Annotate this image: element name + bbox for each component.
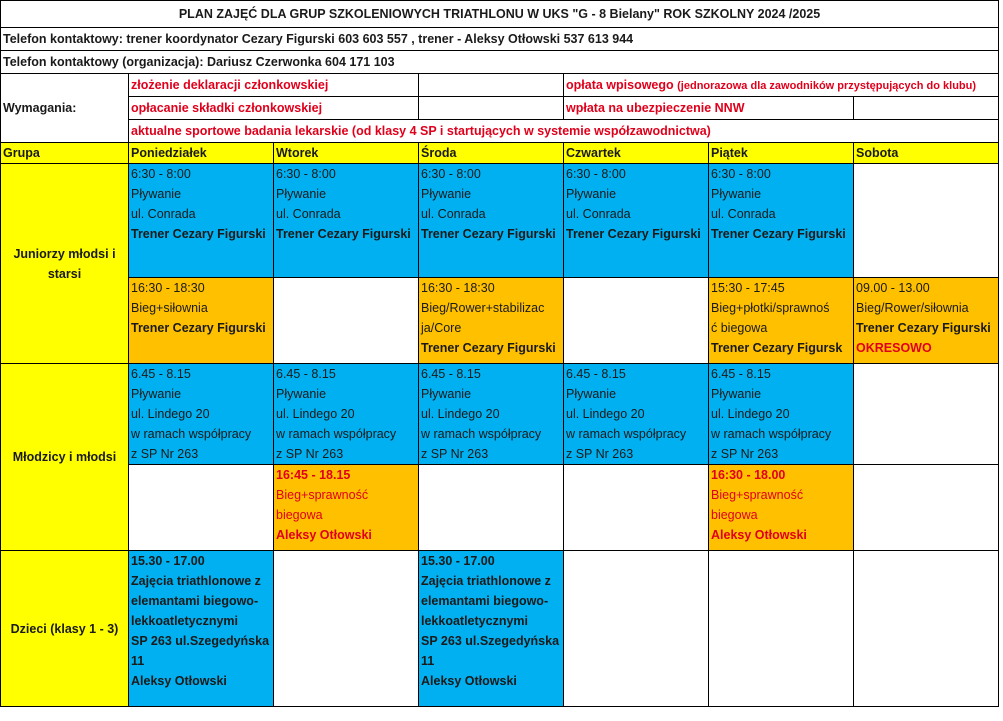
juniors-run-thursday-empty <box>564 278 709 364</box>
requirement-insurance: wpłata na ubezpieczenie NNW <box>564 97 854 120</box>
juniors-swim-friday: 6:30 - 8:00 Pływanie ul. Conrada Trener Cezary Figurski <box>709 164 854 278</box>
juniors-swim-tuesday: 6:30 - 8:00 Pływanie ul. Conrada Trener Cezary Figurski <box>274 164 419 278</box>
contact-line-1: Telefon kontaktowy: trener koordynator Cezary Figurski 603 603 557 , trener - Aleksy Otłowski 537 613 944 <box>1 28 999 51</box>
group-youth: Młodzicy i młodsi <box>1 364 129 551</box>
header-day-thursday: Czwartek <box>564 143 709 164</box>
youth-swim-friday: 6.45 - 8.15 Pływanie ul. Lindego 20 w ramach współpracy z SP Nr 263 <box>709 364 854 465</box>
requirement-declaration: złożenie deklaracji członkowskiej <box>129 74 419 97</box>
kids-wednesday: 15.30 - 17.00 Zajęcia triathlonowe z elemantami biegowo- lekkoatletycznymi SP 263 ul.Szegedyńska 11 Aleksy Otłowski <box>419 551 564 707</box>
requirements-label: Wymagania: <box>1 74 129 143</box>
header-day-tuesday: Wtorek <box>274 143 419 164</box>
header-day-saturday: Sobota <box>854 143 999 164</box>
youth-run-wednesday-empty <box>419 465 564 551</box>
kids-monday: 15.30 - 17.00 Zajęcia triathlonowe z elemantami biegowo- lekkoatletycznymi SP 263 ul.Szegedyńska 11 Aleksy Otłowski <box>129 551 274 707</box>
juniors-run-friday: 15:30 - 17:45 Bieg+płotki/sprawnoś ć biegowa Trener Cezary Figursk <box>709 278 854 364</box>
juniors-run-tuesday-empty <box>274 278 419 364</box>
juniors-swim-saturday-empty <box>854 164 999 278</box>
group-juniors: Juniorzy młodsi i starsi <box>1 164 129 364</box>
youth-swim-thursday: 6.45 - 8.15 Pływanie ul. Lindego 20 w ramach współpracy z SP Nr 263 <box>564 364 709 465</box>
contact-line-2: Telefon kontaktowy (organizacja): Dariusz Czerwonka 604 171 103 <box>1 51 999 74</box>
header-day-friday: Piątek <box>709 143 854 164</box>
header-day-monday: Poniedziałek <box>129 143 274 164</box>
juniors-run-wednesday: 16:30 - 18:30 Bieg/Rower+stabilizac ja/Core Trener Cezary Figurski <box>419 278 564 364</box>
kids-saturday-empty <box>854 551 999 707</box>
youth-run-monday-empty <box>129 465 274 551</box>
juniors-swim-wednesday: 6:30 - 8:00 Pływanie ul. Conrada Trener Cezary Figurski <box>419 164 564 278</box>
juniors-swim-thursday: 6:30 - 8:00 Pływanie ul. Conrada Trener Cezary Figurski <box>564 164 709 278</box>
requirement-membership-fee: opłacanie składki członkowskiej <box>129 97 419 120</box>
requirement-entry-fee-note: (jednorazowa dla zawodników przystępujących do klubu) <box>677 79 977 92</box>
juniors-run-monday: 16:30 - 18:30 Bieg+siłownia Trener Cezary Figurski <box>129 278 274 364</box>
youth-swim-tuesday: 6.45 - 8.15 Pływanie ul. Lindego 20 w ramach współpracy z SP Nr 263 <box>274 364 419 465</box>
requirement-medical: aktualne sportowe badania lekarskie (od klasy 4 SP i startujących w systemie współzawodnictwa) <box>129 120 999 143</box>
youth-run-tuesday: 16:45 - 18.15 Bieg+sprawność biegowa Aleksy Otłowski <box>274 465 419 551</box>
header-group: Grupa <box>1 143 129 164</box>
requirement-entry-fee-main: opłata wpisowego <box>566 77 674 92</box>
youth-run-thursday-empty <box>564 465 709 551</box>
requirement-entry-fee <box>564 74 999 97</box>
header-day-wednesday: Środa <box>419 143 564 164</box>
kids-friday-empty <box>709 551 854 707</box>
youth-swim-wednesday: 6.45 - 8.15 Pływanie ul. Lindego 20 w ramach współpracy z SP Nr 263 <box>419 364 564 465</box>
group-kids: Dzieci (klasy 1 - 3) <box>1 551 129 707</box>
juniors-swim-monday: 6:30 - 8:00 Pływanie ul. Conrada Trener Cezary Figurski <box>129 164 274 278</box>
youth-run-friday: 16:30 - 18.00 Bieg+sprawność biegowa Aleksy Otłowski <box>709 465 854 551</box>
kids-tuesday-empty <box>274 551 419 707</box>
juniors-run-saturday: 09.00 - 13.00 Bieg/Rower/siłownia Trener Cezary Figurski OKRESOWO <box>854 278 999 364</box>
youth-swim-saturday-empty <box>854 364 999 465</box>
kids-thursday-empty <box>564 551 709 707</box>
youth-run-saturday-empty <box>854 465 999 551</box>
page-title: PLAN ZAJĘĆ DLA GRUP SZKOLENIOWYCH TRIATHLONU W UKS "G - 8 Bielany" ROK SZKOLNY 2024 /2025 <box>1 1 999 28</box>
youth-swim-monday: 6.45 - 8.15 Pływanie ul. Lindego 20 w ramach współpracy z SP Nr 263 <box>129 364 274 465</box>
